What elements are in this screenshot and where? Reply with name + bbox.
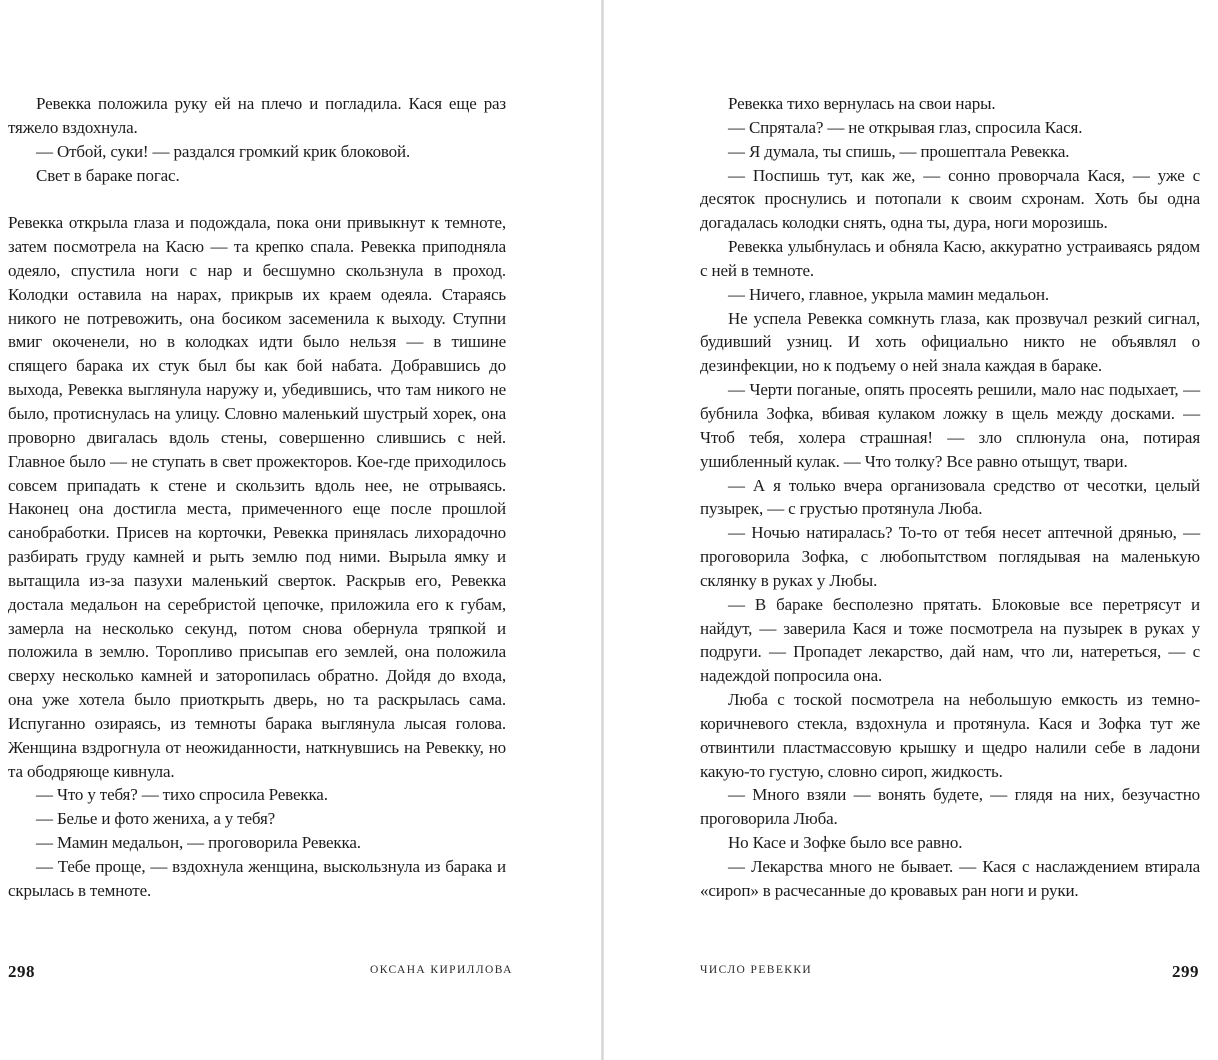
running-head-author: ОКСАНА КИРИЛЛОВА	[370, 964, 513, 976]
paragraph: Не успела Ревекка сомкнуть глаза, как прозвучал резкий сигнал, будивший узниц. И хоть официально никто не объявлял о дезинфекции, но к подъему о ней знала каждая в бараке.	[700, 308, 1200, 376]
right-page-body	[700, 92, 1200, 903]
paragraph: — Ничего, главное, укрыла мамин медальон.	[728, 284, 1049, 304]
paragraph: Ревекка улыбнулась и обняла Касю, аккуратно устраиваясь рядом с ней в темноте.	[700, 237, 1200, 280]
running-head-title: ЧИСЛО РЕВЕККИ	[700, 964, 813, 976]
paragraph: — А я только вчера организовала средство от чесотки, целый пузырек, — с грустью протянула Люба.	[700, 475, 1200, 519]
paragraph: — Поспишь тут, как же, — сонно проворчала Кася, — уже с десяток проснулись и потопали к своим схронам. Хоть бы одна догадалась колодки снять, одна ты, дура, ноги морозишь.	[700, 165, 1200, 233]
left-page	[0, 0, 601, 1060]
paragraph: — Спрятала? — не открывая глаз, спросила Кася.	[728, 117, 1083, 137]
paragraph: Ревекка открыла глаза и подождала, пока они привыкнут к темноте, затем посмотрела на Касю — та крепко спала. Ревекка приподняла одеяло, спустила ноги с нар и бесшумно скользнула в проход. Колодки оставила на нарах, прикрыв их краем одеяла. Стараясь никого не потревожить, она босиком засеменила к выходу. Ступни вмиг окоченели, но в колодках идти было нельзя — в тишине спящего барака их стук был бы как бой набата. Добравшись до выхода, Ревекка выглянула наружу и, убедившись, что там никого не было, протиснулась на улицу. Словно маленький шустрый хорек, она проворно двигалась вдоль стены, совершенно слившись с ней. Главное было — не ступать в свет прожекторов. Кое-где приходилось совсем припадать к стене и скользить вдоль нее, не отрываясь. Наконец она достигла места, примеченного еще после прошлой санобработки. Присев на корточки, Ревекка принялась лихорадочно разбирать груду камней и рыть землю под ними. Вырыла ямку и вытащила из-за пазухи маленький сверток. Раскрыв его, Ревекка достала медальон на серебристой цепочке, приложила его к губам, замерла на несколько секунд, потом снова обернула тряпкой и положила в землю. Торопливо присыпав его землей, она положила сверху несколько камней и заторопилась обратно. Дойдя до входа, она уже хотела было приоткрыть дверь, но та раскрылась сама. Испуганно озираясь, из темноты барака выглянула лысая голова. Женщина вздрогнула от неожиданности, наткнувшись на Ревекку, но та ободряюще кивнула.	[8, 213, 506, 781]
paragraph: Но Касе и Зофке было все равно.	[728, 833, 963, 853]
page-number-left: 298	[8, 962, 35, 981]
paragraph: — Мамин медальон, — проговорила Ревекка.	[36, 833, 361, 853]
paragraph: Ревекка тихо вернулась на свои нары.	[728, 94, 996, 113]
right-page	[604, 0, 1218, 1060]
paragraph: Ревекка положила руку ей на плечо и погладила. Кася еще раз тяжело вздохнула.	[8, 94, 506, 137]
paragraph: — В бараке бесполезно прятать. Блоковые все перетрясут и найдут, — заверила Кася и тоже посмотрела на пузырек в руках у подруги. — Пропадет лекарство, дай нам, что ли, натереться, — с надеждой попросила она.	[700, 594, 1200, 686]
paragraph: Люба с тоской посмотрела на небольшую емкость из темно-коричневого стекла, вздохнула и протянула. Кася и Зофка тут же отвинтили пластмассовую крышку и щедро налили себе в ладони какую-то густую, словно сироп, жидкость.	[700, 690, 1200, 781]
paragraph: — Ночью натиралась? То-то от тебя несет аптечной дрянью, — проговорила Зофка, с любопытством поглядывая на маленькую склянку в руках у Любы.	[700, 523, 1200, 590]
paragraph: — Черти поганые, опять просеять решили, мало нас подыхает, — бубнила Зофка, вбивая кулаком ложку в щель между досками. — Чтоб тебя, холера страшная! — зло сплюнула она, потирая ушибленный кулак. — Что толку? Все равно отыщут, твари.	[700, 380, 1200, 471]
paragraph: — Я думала, ты спишь, — прошептала Ревекка.	[728, 141, 1070, 161]
paragraph: Свет в бараке погас.	[36, 165, 180, 185]
paragraph: — Отбой, суки! — раздался громкий крик блоковой.	[36, 141, 411, 161]
left-page-body	[8, 92, 506, 903]
page-number-right: 299	[1172, 962, 1199, 981]
paragraph: — Тебе проще, — вздохнула женщина, выскользнула из барака и скрылась в темноте.	[8, 857, 506, 900]
paragraph: — Лекарства много не бывает. — Кася с наслаждением втирала «сироп» в расчесанные до кровавых ран ноги и руки.	[700, 857, 1200, 900]
paragraph: — Много взяли — вонять будете, — глядя на них, безучастно проговорила Люба.	[700, 785, 1200, 829]
paragraph: — Белье и фото жениха, а у тебя?	[36, 809, 276, 829]
paragraph: — Что у тебя? — тихо спросила Ревекка.	[36, 785, 328, 805]
